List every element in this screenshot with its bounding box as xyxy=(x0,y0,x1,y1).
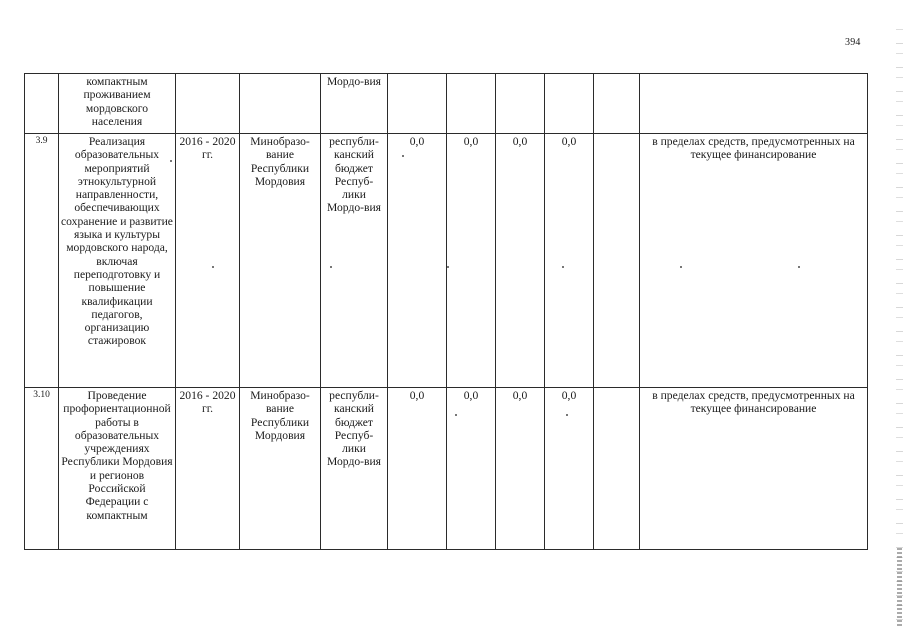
activity-name: Реализация образовательных мероприятий этнокультурной направленности, обеспечивающих сохранение и развитие языка и культуры мордовского народа, включая переподготовку и повышение квалификации педагогов, организацию стажировок xyxy=(59,134,176,388)
page-number: 394 xyxy=(845,37,861,48)
table-row xyxy=(25,134,868,388)
value-cell-1 xyxy=(388,74,447,134)
period-cell xyxy=(176,74,240,134)
value-cell-2 xyxy=(447,74,496,134)
funding-source-cell: Мордо-вия xyxy=(321,74,388,134)
value-cell-5 xyxy=(594,388,640,550)
table-row xyxy=(25,388,868,550)
note-cell: в пределах средств, предусмотренных на текущее финансирование xyxy=(640,388,868,550)
scan-speck xyxy=(170,160,172,162)
scan-speck xyxy=(447,266,449,268)
scan-speck xyxy=(455,414,457,416)
value-cell-5 xyxy=(594,134,640,388)
funding-source-cell: республи-канский бюджет Респуб-лики Мордо-вия xyxy=(321,134,388,388)
value-cell-1: 0,0 xyxy=(388,388,447,550)
scan-speck xyxy=(402,155,404,157)
row-number: 3.9 xyxy=(25,134,59,388)
row-number: 3.10 xyxy=(25,388,59,550)
value-cell-3: 0,0 xyxy=(496,134,545,388)
table-row xyxy=(25,74,868,134)
period-cell: 2016 - 2020 гг. xyxy=(176,134,240,388)
scan-speck xyxy=(330,266,332,268)
value-cell-4: 0,0 xyxy=(545,388,594,550)
funding-source-cell: республи-канский бюджет Респуб-лики Мордо-вия xyxy=(321,388,388,550)
scan-speck xyxy=(562,266,564,268)
executor-cell xyxy=(240,74,321,134)
note-cell xyxy=(640,74,868,134)
executor-cell: Минобразо-вание Республики Мордовия xyxy=(240,134,321,388)
period-cell: 2016 - 2020 гг. xyxy=(176,388,240,550)
scan-speck xyxy=(212,266,214,268)
value-cell-3 xyxy=(496,74,545,134)
scan-edge-noise xyxy=(896,20,903,620)
row-number xyxy=(25,74,59,134)
scan-speck xyxy=(566,414,568,416)
value-cell-4: 0,0 xyxy=(545,134,594,388)
value-cell-2: 0,0 xyxy=(447,388,496,550)
value-cell-5 xyxy=(594,74,640,134)
activity-name: Проведение профориентационной работы в образовательных учреждениях Республики Мордовия и регионов Российской Федерации с компактным xyxy=(59,388,176,550)
value-cell-3: 0,0 xyxy=(496,388,545,550)
value-cell-1: 0,0 xyxy=(388,134,447,388)
scan-speck xyxy=(798,266,800,268)
scan-speck xyxy=(680,266,682,268)
executor-cell: Минобразо-вание Республики Мордовия xyxy=(240,388,321,550)
scan-edge-artifact xyxy=(897,548,902,628)
value-cell-2: 0,0 xyxy=(447,134,496,388)
program-activities-table xyxy=(24,73,868,550)
activity-name: компактным проживанием мордовского населения xyxy=(59,74,176,134)
note-cell: в пределах средств, предусмотренных на текущее финансирование xyxy=(640,134,868,388)
value-cell-4 xyxy=(545,74,594,134)
